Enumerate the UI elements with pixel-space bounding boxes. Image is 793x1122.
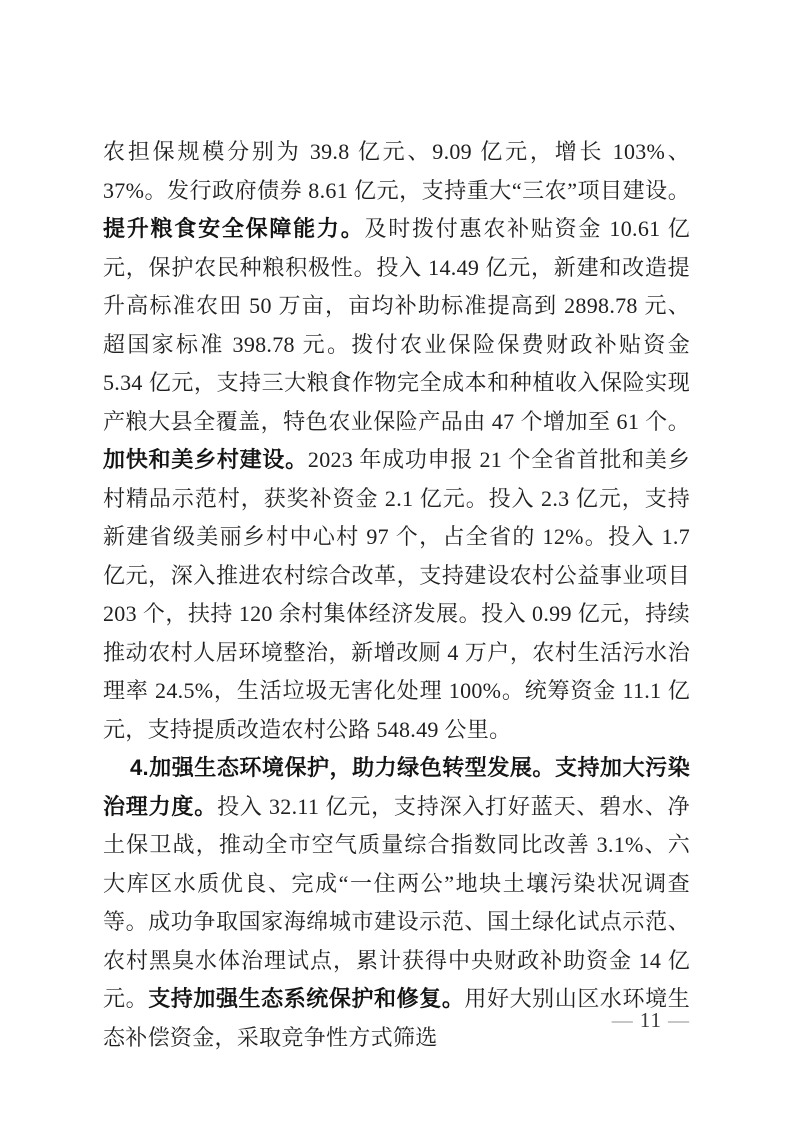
bold-heading-run: 支持加强生态系统保护和修复。	[148, 986, 465, 1011]
page-number-footer	[612, 1006, 690, 1034]
text-run: 用好大别山区水环境生态补偿资金，采取竞争性方式筛选	[103, 986, 690, 1050]
text-run: 农担保规模分别为 39.8 亿元、9.09 亿元，增长 103%、37%。发行政府债券 8.61 亿元，支持重大“三农”项目建设。	[103, 139, 690, 203]
bold-heading-run: 提升粮食安全保障能力。	[103, 216, 365, 241]
text-run: 投入 32.11 亿元，支持深入打好蓝天、碧水、净土保卫战，推动全市空气质量综合指数同比改善 3.1%、六大库区水质优良、完成“一住两公”地块土壤污染状况调查等。成功争取国家海绵城市建设示范、国土绿化试点示范、农村黑臭水体治理试点，累计获得中央财政补助资金 14 亿元。	[103, 793, 690, 1011]
bold-heading-run: 加快和美乡村建设。	[103, 447, 308, 472]
paragraph	[103, 749, 690, 1057]
footer-dash-right: —	[668, 1008, 690, 1032]
page-number: 11	[639, 1008, 662, 1032]
bold-heading-run: 4.加强生态环境保护，助力绿色转型发展。支持加大污染治理力度。	[103, 755, 690, 819]
text-run: 2023 年成功申报 21 个全省首批和美乡村精品示范村，获奖补资金 2.1 亿元。投入 2.3 亿元，支持新建省级美丽乡村中心村 97 个，占全省的 12%。投入 1.7 亿元，深入推进农村综合改革，支持建设农村公益事业项目 203 个，扶持 120 余村集体经济发展。投入 0.99 亿元，持续推动农村人居环境整治，新增改厕 4 万户，农村生活污水治理率 24.5%，生活垃圾无害化处理 100%。统筹资金 11.1 亿元，支持提质改造农村公路 548.49 公里。	[103, 447, 690, 742]
footer-dash-left: —	[611, 1008, 634, 1032]
page-body-text	[103, 133, 690, 1057]
paragraph	[103, 133, 690, 749]
text-run: 及时拨付惠农补贴资金 10.61 亿元，保护农民种粮积极性。投入 14.49 亿元，新建和改造提升高标准农田 50 万亩，亩均补助标准提高到 2898.78 元、超国家标准 398.78 元。拨付农业保险保费财政补贴资金 5.34 亿元，支持三大粮食作物完全成本和种植收入保险实现产粮大县全覆盖，特色农业保险产品由 47 个增加至 61 个。	[103, 216, 690, 434]
